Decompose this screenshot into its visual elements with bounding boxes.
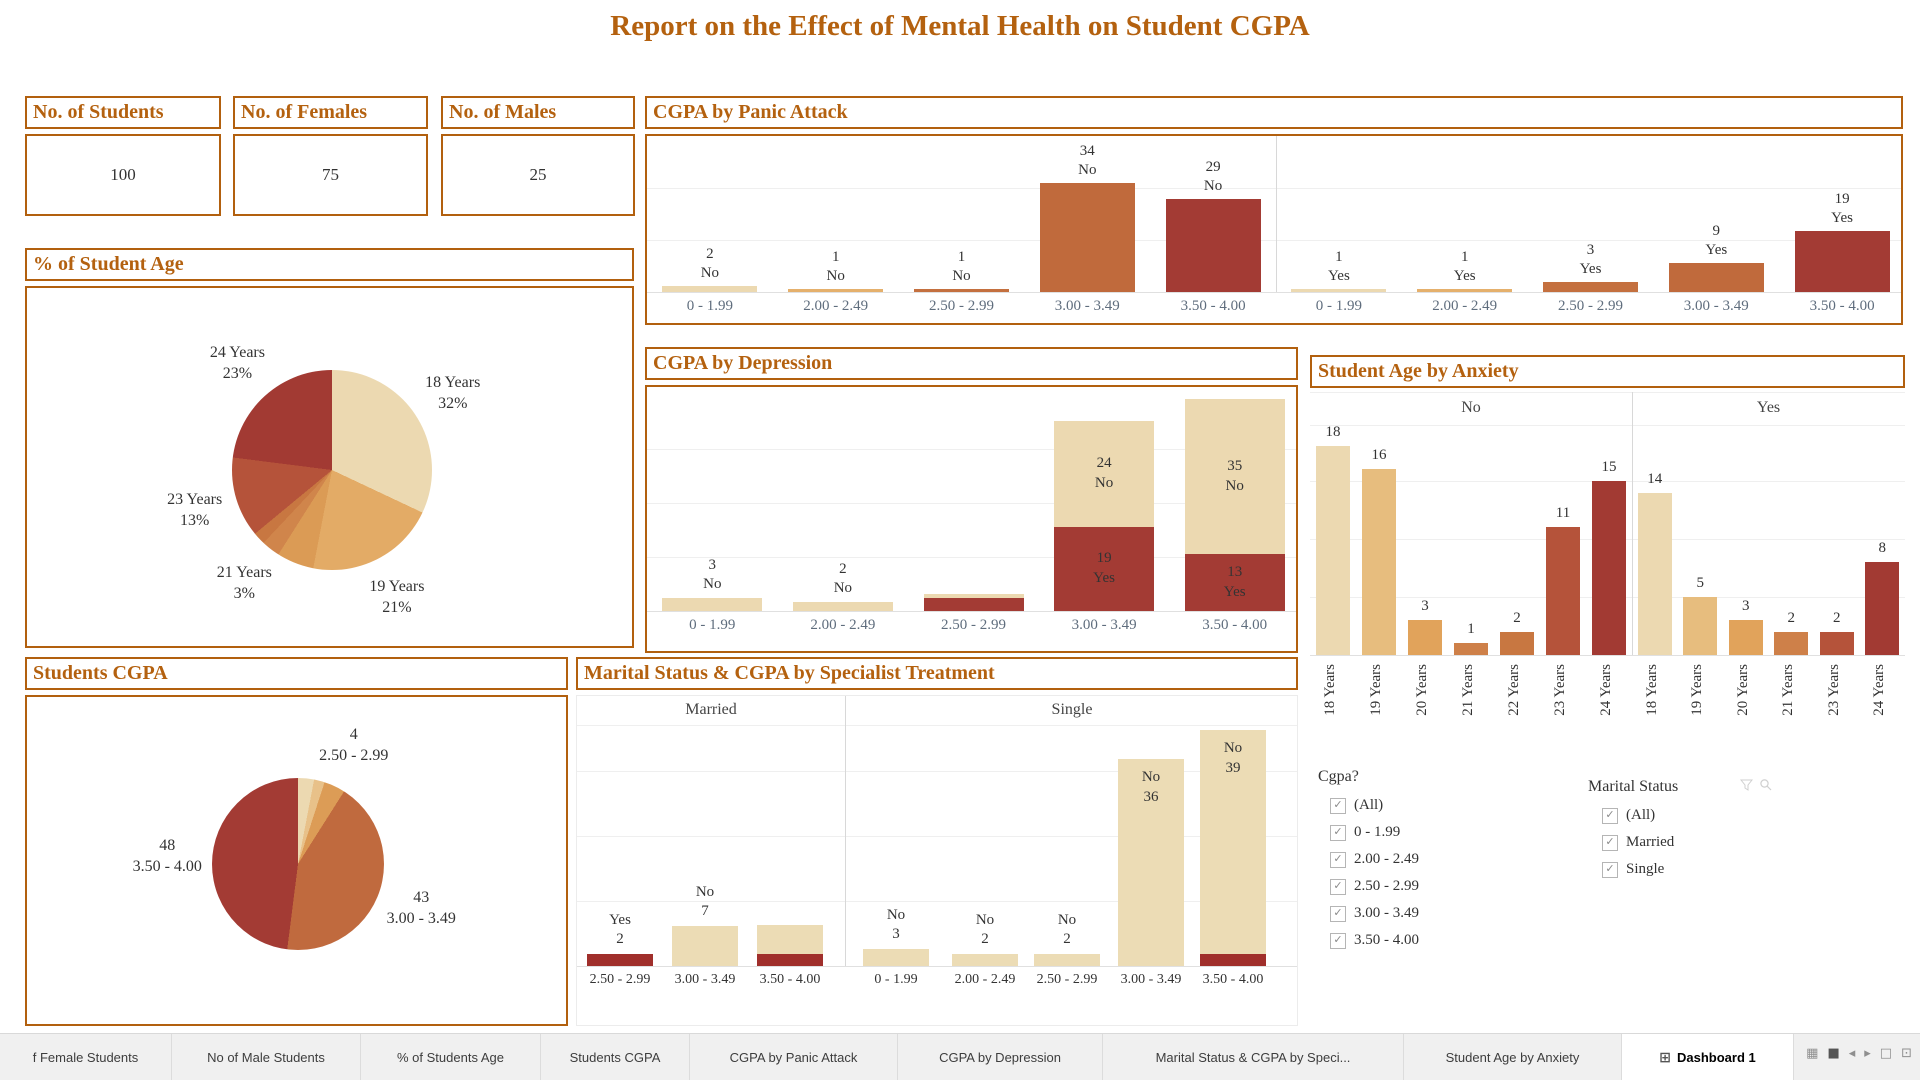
bar-value-label: 3 (1742, 598, 1750, 614)
x-axis-label: 22 Years (1506, 664, 1522, 716)
x-axis-label: 3.00 - 3.49 (1054, 298, 1120, 314)
anxiety-bar-no-19Years[interactable] (1362, 469, 1396, 655)
x-axis-label: 2.00 - 2.49 (803, 298, 869, 314)
tab-label: CGPA by Panic Attack (729, 1050, 858, 1065)
segment-label: 35 No (1225, 457, 1244, 494)
gridline (647, 292, 1901, 293)
bar-value-label: No 3 (886, 907, 906, 942)
x-axis-label: 3.00 - 3.49 (674, 972, 736, 987)
tab-students-cgpa[interactable] (541, 1034, 690, 1080)
marital-seg-married-no-3.50-4.00[interactable] (757, 925, 823, 954)
bar-value-label: 8 (1878, 540, 1886, 556)
x-axis-label: 3.00 - 3.49 (1683, 298, 1749, 314)
filter-option-label: 2.00 - 2.49 (1354, 851, 1419, 867)
filter-option-250299 (1330, 873, 1558, 900)
page-title: Report on the Effect of Mental Health on Student CGPA (610, 10, 1310, 42)
checkbox-icon[interactable]: ✓ (1602, 835, 1618, 851)
checkbox-icon[interactable]: ✓ (1602, 808, 1618, 824)
anxiety-bar-yes-21Years[interactable] (1774, 632, 1808, 655)
anxiety-bar-no-23Years[interactable] (1546, 527, 1580, 655)
tab-cgpa-by-panic-attack[interactable] (690, 1034, 898, 1080)
tab-student-age-by-anxiety[interactable] (1404, 1034, 1622, 1080)
filter-option-all (1330, 792, 1558, 819)
panic-bar-no-3.00-3.49[interactable] (1040, 183, 1135, 292)
pie-slice-label: 24 Years 23% (209, 343, 265, 382)
kpi-males-value: 25 (441, 134, 635, 216)
dashboard-grid-icon: ⊞ (1659, 1049, 1671, 1065)
panic-bar-no-0-1.99[interactable] (662, 286, 757, 292)
panic-chart (645, 134, 1903, 325)
tab-marital-status-cgpa-by-speci-[interactable] (1103, 1034, 1404, 1080)
age-pie-title: % of Student Age (25, 248, 634, 281)
depression-seg-yes-2.50-2.99[interactable] (924, 598, 1024, 611)
x-axis-label: 2.50 - 2.99 (941, 617, 1006, 633)
bar-value-label: 15 (1601, 459, 1617, 475)
funnel-icon[interactable] (1740, 778, 1753, 796)
anxiety-chart-plot (1310, 392, 1905, 764)
x-axis-label: 0 - 1.99 (686, 298, 734, 314)
marital-seg-married-yes-3.50-4.00[interactable] (757, 954, 823, 966)
segment-label: 24 No (1094, 455, 1114, 491)
segment-label: No 39 (1223, 740, 1243, 776)
checkbox-icon[interactable]: ✓ (1330, 798, 1346, 814)
tab-dashboard-1[interactable] (1622, 1034, 1794, 1080)
depression-seg-no-0-1.99[interactable] (662, 598, 762, 611)
x-axis-label: 18 Years (1643, 664, 1660, 716)
x-axis-label: 23 Years (1825, 664, 1842, 716)
anxiety-bar-yes-23Years[interactable] (1820, 632, 1854, 655)
anxiety-bar-no-22Years[interactable] (1500, 632, 1534, 655)
marital-seg-single-yes-3.50-4.00[interactable] (1200, 954, 1266, 966)
column-header-single: Single (1051, 701, 1093, 718)
bar-value-label: 29 No (1203, 159, 1223, 194)
anxiety-bar-yes-19Years[interactable] (1683, 597, 1717, 655)
filter-option-label: 2.50 - 2.99 (1354, 878, 1419, 894)
panic-bar-yes-2.50-2.99[interactable] (1543, 282, 1638, 292)
filter-option-200249 (1330, 846, 1558, 873)
bar-value-label: 2 (1787, 610, 1795, 626)
next-sheet-icon[interactable]: ▸ (1864, 1046, 1871, 1061)
kpi-females-value: 75 (233, 134, 428, 216)
bar-value-label: 2 (1513, 610, 1521, 626)
x-axis-label: 24 Years (1871, 664, 1888, 716)
filter-option-label: (All) (1626, 807, 1656, 823)
x-axis-label: 21 Years (1780, 664, 1797, 716)
panic-bar-yes-2.00-2.49[interactable] (1417, 289, 1512, 292)
cgpa-pie-plot (27, 697, 566, 1024)
previous-sheet-icon[interactable]: ◂ (1848, 1046, 1856, 1061)
depression-chart-title: CGPA by Depression (645, 347, 1298, 380)
gridline (577, 725, 1297, 726)
bar-value-label: 3 No (703, 557, 722, 592)
bar-value-label: 1 (1467, 621, 1475, 637)
depression-chart-plot (647, 387, 1296, 651)
bar-value-label: 3 Yes (1579, 242, 1602, 277)
checkbox-icon[interactable]: ✓ (1330, 852, 1346, 868)
gridline (1310, 655, 1905, 656)
bar-value-label: No 2 (975, 912, 995, 947)
depression-chart (645, 385, 1298, 653)
filter-option-married (1602, 829, 1808, 856)
checkbox-icon[interactable]: ✓ (1330, 879, 1346, 895)
panic-bar-yes-3.50-4.00[interactable] (1795, 231, 1890, 292)
panic-bar-no-2.00-2.49[interactable] (788, 289, 883, 292)
marital-seg-single-no-0-1.99[interactable] (863, 949, 929, 966)
bar-value-label: Yes 2 (609, 912, 631, 947)
tab-label: Marital Status & CGPA by Speci... (1155, 1050, 1351, 1065)
filter-option-single (1602, 856, 1808, 883)
bar-value-label: 9 Yes (1705, 223, 1728, 258)
pie-slice-label: 23 Years 13% (167, 490, 223, 529)
fullscreen-icon[interactable]: □ (1879, 1046, 1893, 1061)
marital-seg-single-no-2.50-2.99[interactable] (1034, 954, 1100, 966)
tab-label: % of Students Age (397, 1050, 504, 1065)
bar-value-label: 2 (1833, 610, 1841, 626)
kpi-males-title: No. of Males (441, 96, 635, 129)
bar-value-label: 1 No (826, 249, 845, 284)
tab-label: Students CGPA (569, 1050, 661, 1065)
panic-chart-plot (647, 136, 1901, 323)
pie-slice-label: 43 3.00 - 3.49 (386, 889, 456, 928)
panic-bar-no-3.50-4.00[interactable] (1166, 199, 1261, 292)
gridline (1310, 425, 1905, 426)
filmstrip-icon[interactable]: ■ (1827, 1046, 1840, 1061)
x-axis-label: 20 Years (1734, 664, 1751, 716)
cgpa-pie-title: Students CGPA (25, 657, 568, 690)
marital-seg-married-yes-2.50-2.99[interactable] (587, 954, 653, 966)
x-axis-label: 3.00 - 3.49 (1071, 617, 1137, 633)
bar-value-label: 1 No (952, 249, 971, 284)
tab-label: Dashboard 1 (1676, 1050, 1756, 1065)
bar-value-label: 1 Yes (1453, 249, 1476, 284)
bar-value-label: 16 (1371, 447, 1387, 463)
pie-slice-label: 21 Years 3% (216, 563, 272, 602)
x-axis-label: 2.50 - 2.99 (929, 298, 994, 314)
bar-value-label: 1 Yes (1327, 249, 1350, 284)
age-pie-panel (25, 286, 634, 648)
tab-label: f Female Students (32, 1050, 139, 1065)
x-axis-label: 3.50 - 4.00 (759, 972, 821, 987)
anxiety-bar-no-24Years[interactable] (1592, 481, 1626, 655)
anxiety-bar-yes-24Years[interactable] (1865, 562, 1899, 655)
checkbox-icon[interactable]: ✓ (1330, 825, 1346, 841)
pie-slice-label: 4 2.50 - 2.99 (319, 726, 389, 765)
age-pie-plot (27, 288, 632, 646)
x-axis-label: 2.50 - 2.99 (1036, 972, 1098, 987)
x-axis-label: 0 - 1.99 (689, 617, 736, 633)
filter-marital-title: Marital Status (1588, 778, 1679, 795)
filter-option-0199 (1330, 819, 1558, 846)
anxiety-bar-yes-20Years[interactable] (1729, 620, 1763, 655)
filter-cgpa-title: Cgpa? (1318, 768, 1359, 785)
depression-seg-no-2.00-2.49[interactable] (793, 602, 893, 611)
segment-label: 13 Yes (1223, 563, 1246, 600)
marital-seg-married-no-3.00-3.49[interactable] (672, 926, 738, 966)
anxiety-bar-no-18Years[interactable] (1316, 446, 1350, 655)
depression-seg-no-2.50-2.99[interactable] (924, 594, 1024, 598)
x-axis-label: 20 Years (1414, 664, 1430, 716)
x-axis-label: 21 Years (1460, 664, 1476, 716)
sheet-tab-bar (0, 1033, 1920, 1080)
group-divider (845, 696, 846, 966)
filter-option-label: Single (1626, 861, 1665, 877)
anxiety-bar-no-20Years[interactable] (1408, 620, 1442, 655)
x-axis-label: 3.00 - 3.49 (1120, 972, 1182, 987)
panic-bar-yes-0-1.99[interactable] (1291, 289, 1386, 292)
x-axis-label: 18 Years (1322, 664, 1338, 716)
checkbox-icon[interactable]: ✓ (1602, 862, 1618, 878)
tab-f-female-students[interactable] (0, 1034, 172, 1080)
x-axis-label: 3.50 - 4.00 (1202, 972, 1264, 987)
anxiety-bar-no-21Years[interactable] (1454, 643, 1488, 655)
bar-value-label: 34 No (1078, 143, 1097, 178)
bar-value-label: 18 (1325, 424, 1341, 440)
filter-option-label: 0 - 1.99 (1354, 824, 1401, 840)
gridline (577, 966, 1297, 967)
marital-chart-title: Marital Status & CGPA by Specialist Treatment (576, 657, 1298, 690)
pie-slice-label: 18 Years 32% (425, 374, 481, 413)
x-axis-label: 0 - 1.99 (1315, 298, 1363, 314)
tab-label: CGPA by Depression (939, 1050, 1061, 1065)
filter-option-label: Married (1626, 834, 1675, 850)
x-axis-label: 2.00 - 2.49 (1432, 298, 1498, 314)
pie-slice-label: 19 Years 21% (369, 578, 425, 617)
filter-option-label: 3.00 - 3.49 (1354, 905, 1419, 921)
anxiety-chart (1310, 392, 1905, 764)
search-icon[interactable] (1759, 778, 1772, 796)
cgpa_pie-pie[interactable] (212, 778, 384, 950)
gridline (647, 188, 1901, 189)
bar-value-label: No 2 (1057, 912, 1077, 947)
tab-cgpa-by-depression[interactable] (898, 1034, 1103, 1080)
x-axis-label: 0 - 1.99 (874, 972, 918, 987)
bar-value-label: 11 (1555, 505, 1571, 521)
segment-label: 19 Yes (1093, 550, 1115, 586)
tab-label: Student Age by Anxiety (1445, 1050, 1580, 1065)
presentation-mode-icon[interactable]: ⊡ (1901, 1046, 1912, 1061)
marital-seg-single-no-2.00-2.49[interactable] (952, 954, 1018, 966)
marital-chart-plot (577, 696, 1297, 1025)
filter-option-350400 (1330, 927, 1558, 954)
filter-option-all (1602, 802, 1808, 829)
x-axis-label: 3.50 - 4.00 (1202, 617, 1268, 633)
bar-value-label: 5 (1696, 575, 1704, 591)
checkbox-icon[interactable]: ✓ (1330, 906, 1346, 922)
x-axis-label: 2.00 - 2.49 (954, 972, 1016, 987)
x-axis-label: 24 Years (1598, 664, 1614, 716)
column-header-no: No (1461, 399, 1481, 416)
anxiety-chart-title: Student Age by Anxiety (1310, 355, 1905, 388)
status-bar-icons (1806, 1046, 1912, 1061)
sheet-sorter-icon[interactable]: ▦ (1806, 1046, 1819, 1061)
filter-option-300349 (1330, 900, 1558, 927)
filter-marital (1588, 778, 1808, 883)
bar-value-label: 3 (1421, 598, 1429, 614)
marital-chart (576, 695, 1298, 1026)
panic-bar-yes-3.00-3.49[interactable] (1669, 263, 1764, 292)
segment-label: No 36 (1141, 769, 1161, 805)
checkbox-icon[interactable]: ✓ (1330, 933, 1346, 949)
bar-value-label: No 7 (695, 884, 715, 919)
panic-chart-title: CGPA by Panic Attack (645, 96, 1903, 129)
filter-cgpa (1318, 768, 1558, 954)
column-header-married: Married (685, 701, 737, 718)
panic-bar-no-2.50-2.99[interactable] (914, 289, 1009, 292)
x-axis-label: 3.50 - 4.00 (1809, 298, 1875, 314)
bar-value-label: 14 (1647, 471, 1663, 487)
filter-option-label: (All) (1354, 797, 1384, 813)
tab-no-of-male-students[interactable] (172, 1034, 361, 1080)
bar-value-label: 2 No (700, 246, 720, 281)
x-axis-label: 19 Years (1368, 664, 1384, 716)
kpi-students-value: 100 (25, 134, 221, 216)
group-divider (1276, 136, 1277, 292)
x-axis-label: 2.50 - 2.99 (1558, 298, 1623, 314)
tab--of-students-age[interactable] (361, 1034, 541, 1080)
x-axis-label: 2.00 - 2.49 (810, 617, 876, 633)
x-axis-label: 19 Years (1689, 664, 1706, 716)
x-axis-label: 23 Years (1552, 664, 1568, 716)
pie-slice-label: 48 3.50 - 4.00 (132, 836, 202, 875)
group-divider (1632, 392, 1633, 655)
gridline (647, 611, 1296, 612)
anxiety-bar-yes-18Years[interactable] (1638, 493, 1672, 655)
cgpa-pie-panel (25, 695, 568, 1026)
age_pie-pie[interactable] (232, 370, 432, 570)
bar-value-label: 2 No (833, 561, 853, 596)
bar-value-label: 19 Yes (1831, 191, 1853, 226)
column-header-yes: Yes (1756, 399, 1781, 416)
tab-label: No of Male Students (207, 1050, 325, 1065)
gridline (577, 836, 1297, 837)
kpi-students-title: No. of Students (25, 96, 221, 129)
x-axis-label: 3.50 - 4.00 (1180, 298, 1246, 314)
x-axis-label: 2.50 - 2.99 (589, 972, 651, 987)
filter-option-label: 3.50 - 4.00 (1354, 932, 1419, 948)
gridline (1310, 392, 1905, 393)
kpi-females-title: No. of Females (233, 96, 428, 129)
